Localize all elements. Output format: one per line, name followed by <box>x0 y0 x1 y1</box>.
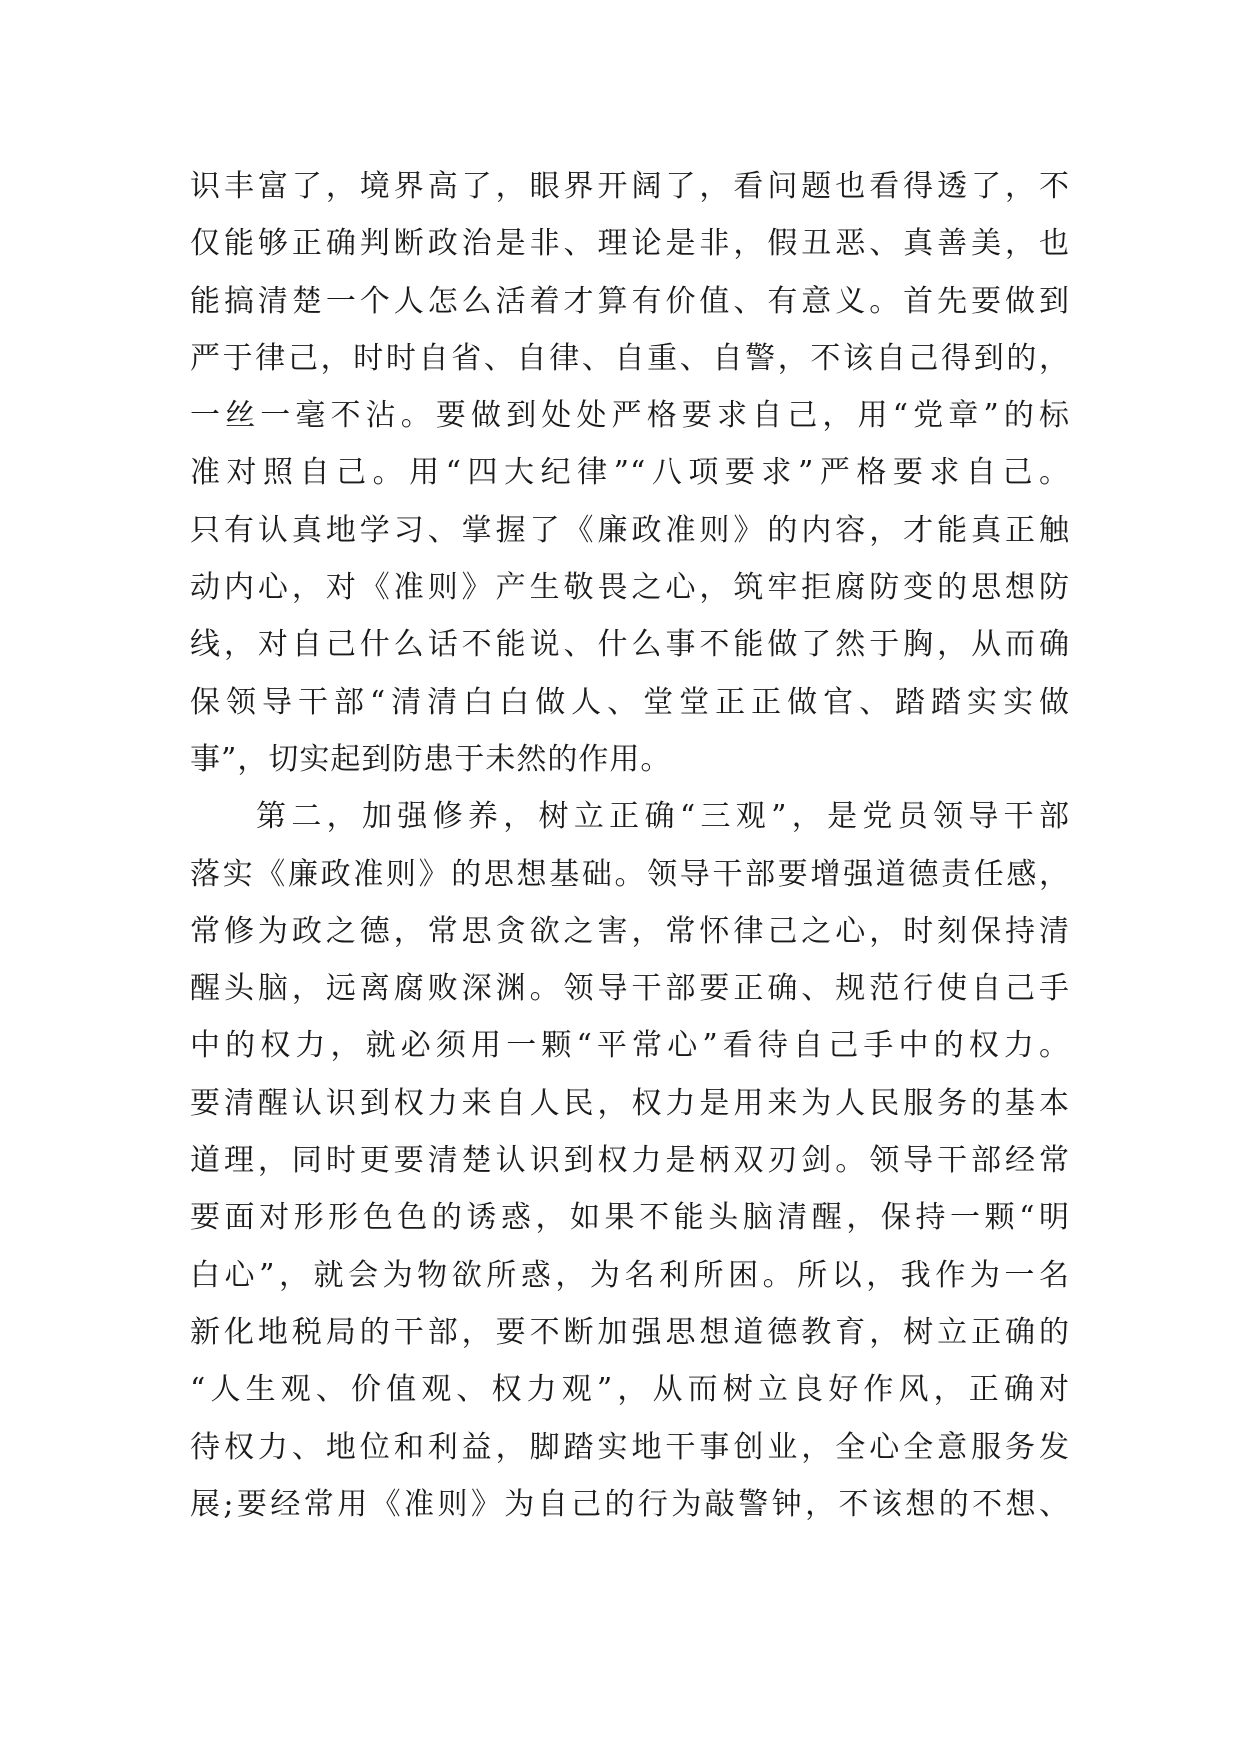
text-line: 保领导干部“清清白白做人、堂堂正正做官、踏踏实实做 <box>190 684 1070 720</box>
text-line: 严于律己，时时自省、自律、自重、自警，不该自己得到的， <box>190 340 1070 376</box>
text-line: “人生观、价值观、权力观”，从而树立良好作风，正确对 <box>190 1372 1070 1408</box>
paragraph-first-line: 第二，加强修养，树立正确“三观”，是党员领导干部 <box>256 799 1070 835</box>
text-line: 道理，同时更要清楚认识到权力是柄双刃剑。领导干部经常 <box>190 1143 1070 1179</box>
text-line: 要面对形形色色的诱惑，如果不能头脑清醒，保持一颗“明 <box>190 1200 1070 1236</box>
text-line: 醒头脑，远离腐败深渊。领导干部要正确、规范行使自己手 <box>190 971 1070 1007</box>
text-line: 线，对自己什么话不能说、什么事不能做了然于胸，从而确 <box>190 627 1070 663</box>
text-line: 展;要经常用《准则》为自己的行为敲警钟，不该想的不想、 <box>190 1486 1070 1522</box>
text-line: 新化地税局的干部，要不断加强思想道德教育，树立正确的 <box>190 1314 1070 1350</box>
text-line: 仅能够正确判断政治是非、理论是非，假丑恶、真善美，也 <box>190 226 1070 262</box>
text-line: 落实《廉政准则》的思想基础。领导干部要增强道德责任感， <box>190 856 1070 892</box>
text-line: 常修为政之德，常思贪欲之害，常怀律己之心，时刻保持清 <box>190 913 1070 949</box>
text-line: 动内心，对《准则》产生敬畏之心，筑牢拒腐防变的思想防 <box>190 570 1070 606</box>
text-line: 中的权力，就必须用一颗“平常心”看待自己手中的权力。 <box>190 1028 1070 1064</box>
text-line: 一丝一毫不沾。要做到处处严格要求自己，用“党章”的标 <box>190 398 1070 434</box>
text-line: 准对照自己。用“四大纪律”“八项要求”严格要求自己。 <box>190 455 1070 491</box>
text-line: 只有认真地学习、掌握了《廉政准则》的内容，才能真正触 <box>190 512 1070 548</box>
text-line: 待权力、地位和利益，脚踏实地干事创业，全心全意服务发 <box>190 1429 1070 1465</box>
body-text <box>190 158 1070 1533</box>
text-line: 识丰富了，境界高了，眼界开阔了，看问题也看得透了，不 <box>190 169 1070 204</box>
text-line: 白心”，就会为物欲所惑，为名利所困。所以，我作为一名 <box>190 1257 1070 1293</box>
text-line: 要清醒认识到权力来自人民，权力是用来为人民服务的基本 <box>190 1085 1070 1121</box>
text-line: 能搞清楚一个人怎么活着才算有价值、有意义。首先要做到 <box>190 283 1070 319</box>
text-line: 事”，切实起到防患于未然的作用。 <box>190 741 672 777</box>
